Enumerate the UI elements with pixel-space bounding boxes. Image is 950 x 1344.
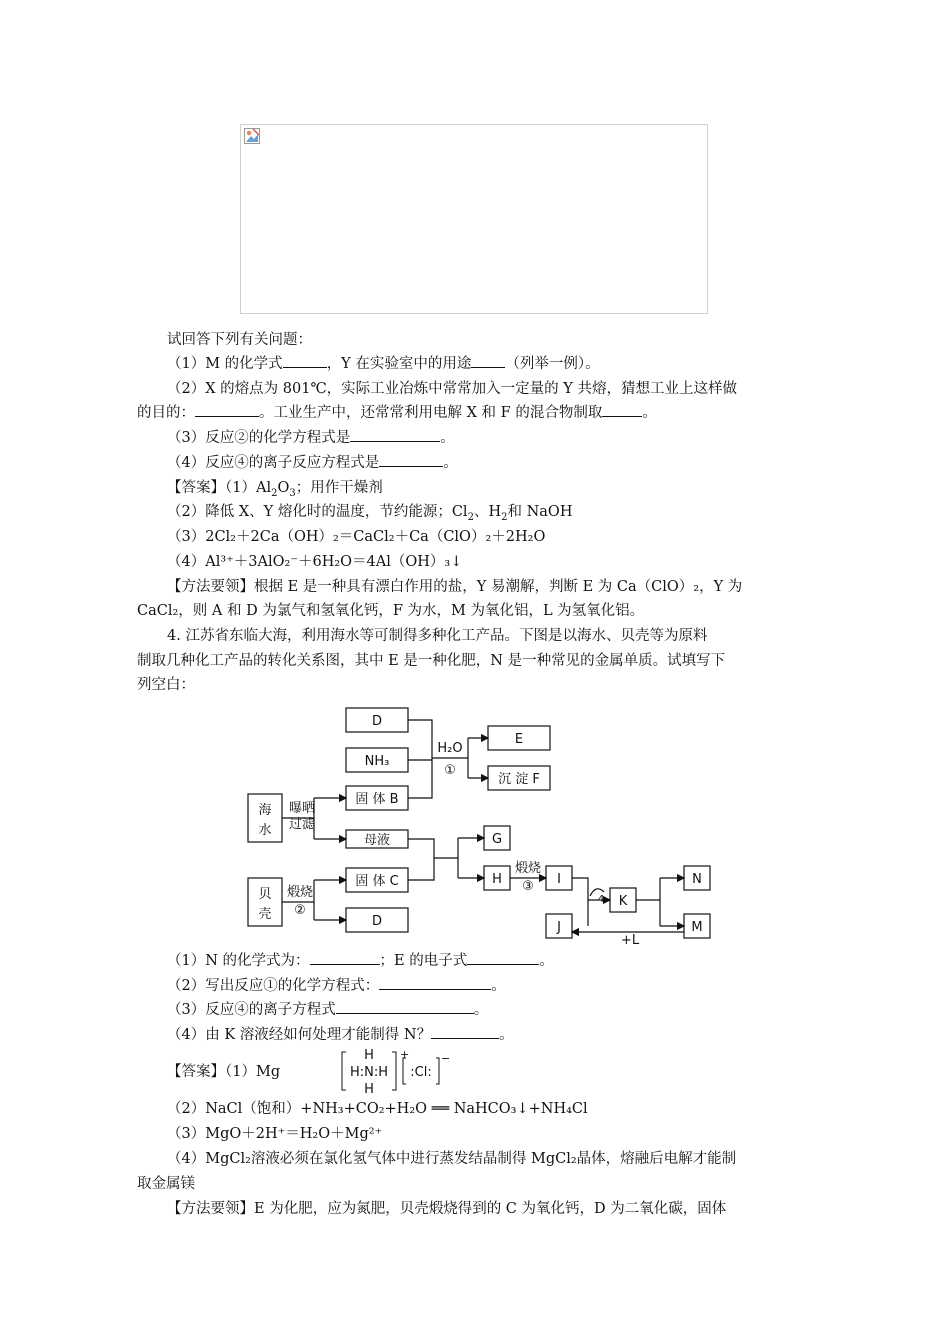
eform-h-bottom: H [364, 1082, 374, 1096]
label-e: E [514, 732, 524, 747]
label-seawater-1: 海 [258, 803, 272, 818]
eform-minus: − [441, 1052, 450, 1065]
broken-image-icon [244, 128, 260, 144]
q3-part3: （3）反应②的化学方程式是 。 [137, 426, 817, 450]
electron-formula [340, 1046, 450, 1096]
q4-method: 【方法要领】E 为化肥，应为氮肥，贝壳煅烧得到的 C 为氧化钙，D 为二氧化碳，固体 [167, 1201, 727, 1217]
flow-diagram [240, 700, 716, 944]
answer-blank [283, 353, 327, 368]
q3-part2-line2: 的目的： 。工业生产中，还常常利用电解 X 和 F 的混合物制取 。 [137, 401, 817, 425]
q4-sub2: （2）写出反应①的化学方程式： 。 [137, 974, 817, 998]
label-d-bottom: D [371, 914, 383, 929]
q3-method-line2: CaCl₂，则 A 和 D 为氯气和氢氧化钙，F 为水，M 为氧化铝，L 为氢氧化铝。 [137, 603, 645, 619]
answer-blank [310, 950, 380, 965]
label-solid-c: 固 体 C [355, 874, 399, 889]
q3-answer-4: （4）Al³⁺＋3AlO₂⁻＋6H₂O＝4Al（OH）₃↓ [167, 554, 463, 570]
answer-blank [471, 353, 505, 368]
answer-blank [336, 999, 474, 1014]
label-h2o: H₂O [437, 741, 463, 756]
q4-sub3: （3）反应④的离子方程式 。 [137, 998, 817, 1022]
answer-blank [467, 950, 539, 965]
answer-blank [195, 402, 259, 417]
q4-answer-1: 【答案】（1）Mg [167, 1064, 281, 1080]
q4-answer-4-line2: 取金属镁 [137, 1176, 195, 1192]
label-mother-liquor: 母液 [363, 833, 391, 848]
label-circle-3: ③ [522, 879, 534, 894]
eform-plus: + [400, 1048, 410, 1061]
label-calcine-3: 煅烧 [514, 861, 542, 876]
answer-blank [379, 975, 491, 990]
label-circle-1: ① [444, 763, 456, 778]
q4-intro-line2: 制取几种化工产品的转化关系图，其中 E 是一种化肥，N 是一种常见的金属单质。试填写下 [137, 653, 726, 669]
eform-h-top: H [364, 1048, 374, 1063]
label-sun-dry: 曝晒 [288, 801, 316, 816]
label-plus-l: +L [620, 933, 640, 944]
label-f: 沉 淀 F [498, 772, 540, 787]
label-d-top: D [371, 714, 383, 729]
label-i: I [557, 872, 561, 887]
q4-answer-2: （2）NaCl（饱和）+NH₃+CO₂+H₂O ══ NaHCO₃↓+NH₄Cl [167, 1101, 588, 1117]
q3-answer-3: （3）2Cl₂＋2Ca（OH）₂＝CaCl₂＋Ca（ClO）₂＋2H₂O [167, 529, 546, 545]
eform-cl: :Cl: [410, 1065, 432, 1080]
missing-image-placeholder [240, 124, 708, 314]
label-m: M [691, 920, 703, 935]
label-k: K [618, 894, 628, 909]
q4-sub1: （1）N 的化学式为： ；E 的电子式 。 [137, 949, 817, 973]
label-g: G [491, 832, 503, 847]
q3-part2-line1: （2）X 的熔点为 801℃，实际工业冶炼中常常加入一定量的 Y 共熔，猜想工业上这样做 [167, 381, 737, 397]
q3-prompt: 试回答下列有关问题： [167, 332, 312, 348]
eform-nh4: H:N:H [349, 1065, 389, 1080]
label-circle-4: 4 [597, 894, 605, 905]
label-circle-2: ② [294, 903, 306, 918]
q3-part1: （1）M 的化学式 ，Y 在实验室中的用途 （列举一例）。 [137, 352, 817, 376]
answer-blank [602, 402, 642, 417]
q4-sub4: （4）由 K 溶液经如何处理才能制得 N？ 。 [137, 1023, 817, 1047]
q4-answer-3: （3）MgO＋2H⁺＝H₂O＋Mg²⁺ [167, 1126, 383, 1142]
label-shell-1: 贝 [258, 887, 272, 902]
label-h: H [492, 872, 502, 887]
q4-intro-line3: 列空白： [137, 677, 195, 693]
answer-blank [379, 452, 443, 467]
answer-blank [431, 1024, 499, 1039]
q4-answer-4-line1: （4）MgCl₂溶液必须在氯化氢气体中进行蒸发结晶制得 MgCl₂晶体，熔融后电解才能制 [167, 1151, 737, 1167]
label-seawater-2: 水 [258, 823, 272, 838]
label-filter: 过滤 [288, 817, 316, 832]
label-shell-2: 壳 [258, 907, 272, 922]
answer-blank [350, 427, 440, 442]
label-solid-b: 固 体 B [355, 792, 399, 807]
label-nh3: NH₃ [364, 754, 390, 769]
label-calcine-2: 煅烧 [286, 885, 314, 900]
q3-part4: （4）反应④的离子反应方程式是 。 [137, 451, 817, 475]
q3-answer-2: （2）降低 X、Y 熔化时的温度，节约能源；$Cl_2$、$H_2$和 NaOH [167, 504, 573, 523]
label-n: N [692, 872, 702, 887]
q3-method-line1: 【方法要领】根据 E 是一种具有漂白作用的盐，Y 易潮解，判断 E 为 Ca（ClO）₂，Y 为 [167, 579, 743, 595]
q3-answer-1: 【答案】$(1)Al_2O_3$；用作干燥剂 [167, 480, 383, 499]
label-j: J [557, 920, 561, 935]
q4-intro-line1: 4. 江苏省东临大海，利用海水等可制得多种化工产品。下图是以海水、贝壳等为原料 [167, 628, 708, 644]
